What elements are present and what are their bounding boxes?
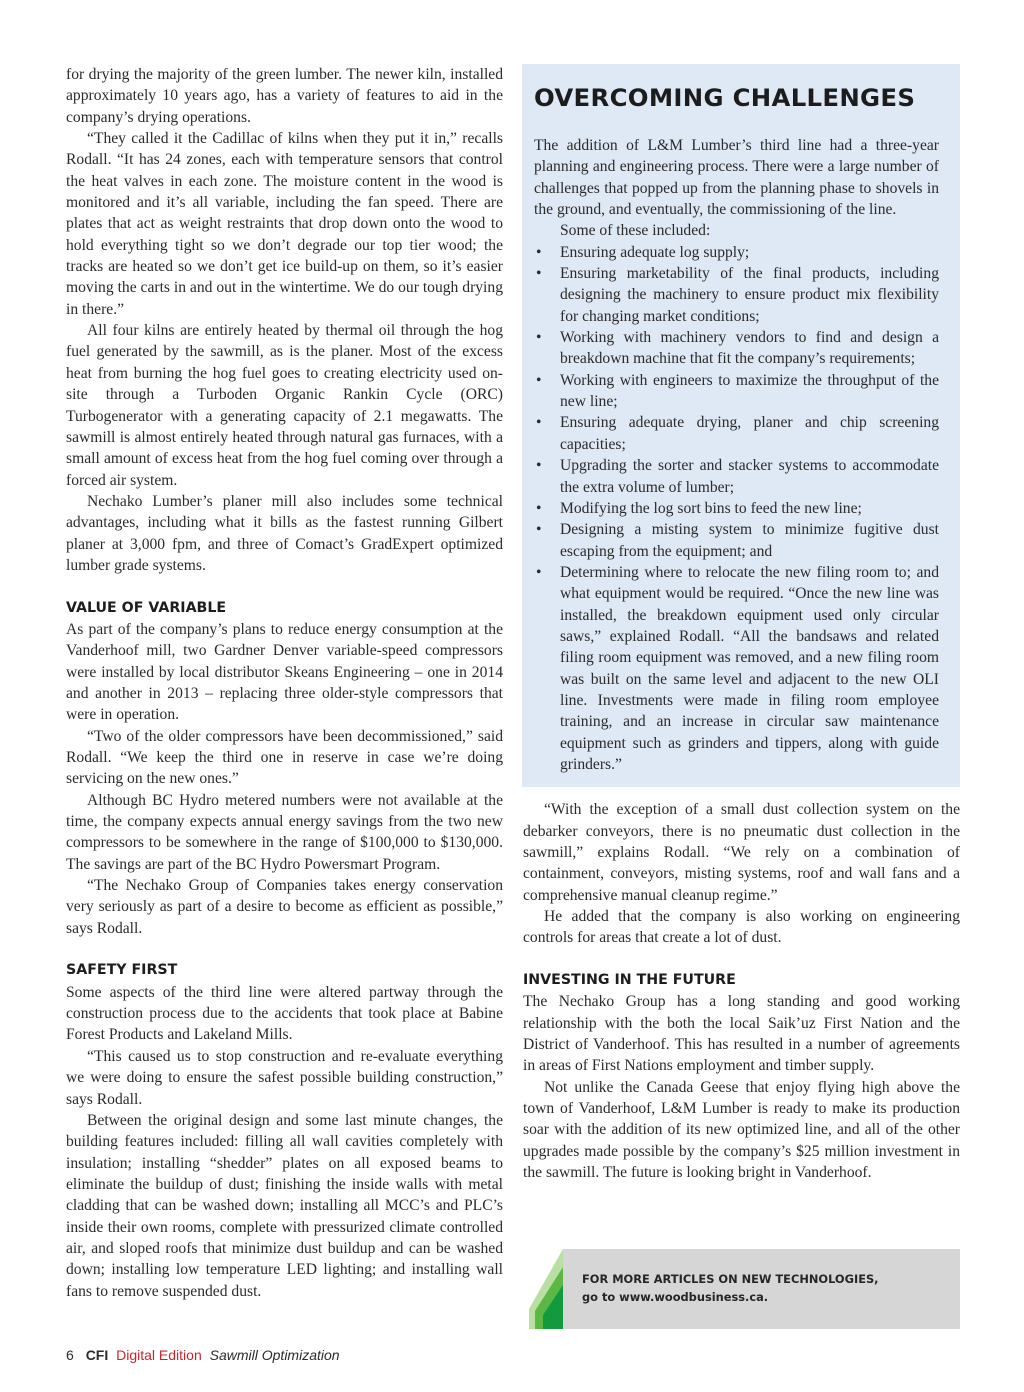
- promo-text: [582, 1270, 879, 1306]
- list-item: • Modifying the log sort bins to feed the new line;: [534, 498, 939, 519]
- sidebar-intro: The addition of L&M Lumber’s third line had a three-year planning and engineering process. There were a large number of challenges that popped up from the planning phase to shovels in the ground, and eventually, the commissioning of the line.: [534, 137, 939, 219]
- article-paragraph: The Nechako Group has a long standing and good working relationship with the both the local Saik’uz First Nation and the District of Vanderhoof. This has resulted in a number of agreements in areas of First Nations employment and timber supply.: [523, 993, 960, 1075]
- list-item: • Working with machinery vendors to find and design a breakdown machine that fit the company’s requirements;: [536, 329, 939, 368]
- article-paragraph: “The Nechako Group of Companies takes energy conservation very seriously as part of a desire to become as efficient as possible,” says Rodall.: [66, 877, 503, 937]
- right-column: [523, 64, 960, 1184]
- sidebar-lead: Some of these included:: [560, 222, 711, 240]
- promo-heading: FOR MORE ARTICLES ON NEW TECHNOLOGIES,: [582, 1272, 879, 1286]
- sidebar-title: OVERCOMING CHALLENGES: [534, 83, 916, 112]
- section-heading-value-of-variable: VALUE OF VARIABLE: [66, 599, 227, 616]
- article-paragraph: “This caused us to stop construction and re-evaluate everything we were doing to ensure the safest possible building construction,” says Rodall.: [66, 1047, 503, 1108]
- list-item: • Ensuring marketability of the final products, including designing the machinery to ensure product mix flexibility for changing market conditions;: [536, 265, 939, 325]
- bullet-icon: •: [536, 371, 542, 389]
- bullet-icon: •: [536, 243, 542, 261]
- article-paragraph: Between the original design and some last minute changes, the building features included: filling all wall cavities completely with insulation; installing “shedder” plates on all exposed beams to eliminate the buildup of dust; finishing the inside walls with metal cladding that can be washed down; installing all MCC’s and PLC’s inside their own rooms, complete with pressurized climate controlled air, and sloped roofs that minimize dust buildup and can be washed down; installing low temperature LED lighting; and installing wall fans to remove suspended dust.: [66, 1111, 503, 1300]
- left-column: [66, 64, 503, 1302]
- article-paragraph: “Two of the older compressors have been decommissioned,” said Rodall. “We keep the third one in reserve in case we’re doing servicing on the new ones.”: [66, 727, 503, 788]
- footer-brand: CFI: [85, 1347, 109, 1363]
- article-paragraph: Not unlike the Canada Geese that enjoy flying high above the town of Vanderhoof, L&M Lumber is ready to make its production soar with the addition of its new optimized line, and all of the other upgrades made possible by the company’s $25 million investment in the sawmill. The future is looking bright in Vanderhoof.: [523, 1078, 960, 1182]
- article-paragraph: Nechako Lumber’s planer mill also includes some technical advantages, including what it bills as the fastest running Gilbert planer at 3,000 fpm, and three of Comact’s GradExpert optimized lumber grade systems.: [66, 492, 503, 574]
- sidebar-overcoming-challenges: [522, 64, 960, 787]
- list-item: • Upgrading the sorter and stacker systems to accommodate the extra volume of lumber;: [536, 457, 939, 496]
- page-footer: [66, 1346, 340, 1364]
- footer-section: Sawmill Optimization: [209, 1347, 340, 1363]
- article-paragraph: He added that the company is also working on engineering controls for areas that create a lot of dust.: [523, 908, 960, 947]
- bullet-icon: •: [536, 563, 542, 581]
- list-item: • Ensuring adequate drying, planer and chip screening capacities;: [536, 414, 939, 453]
- arrow-logo-icon: [523, 1249, 563, 1329]
- promo-banner[interactable]: [523, 1249, 960, 1329]
- section-heading-safety-first: SAFETY FIRST: [66, 962, 178, 979]
- article-paragraph: Some aspects of the third line were altered partway through the construction process due to the accidents that took place at Babine Forest Products and Lakeland Mills.: [66, 983, 503, 1044]
- article-paragraph: for drying the majority of the green lumber. The newer kiln, installed approximately 10 years ago, has a variety of features to aid in the company’s drying operations.: [66, 66, 503, 126]
- bullet-icon: •: [536, 265, 542, 283]
- article-paragraph: As part of the company’s plans to reduce energy consumption at the Vanderhoof mill, two Gardner Denver variable-speed compressors were installed by local distributor Skeans Engineering – one in 2014 and another in 2013 – replacing three older-style compressors that were in operation.: [66, 620, 503, 724]
- list-item: • Determining where to relocate the new filing room to; and what equipment would be required. “Once the new line was installed, the breakdown equipment used only circular saws,” explained Rodall. “All the bandsaws and related filing room equipment was removed, and a new filing room was built on the same level and adjacent to the new OLI line. Investments were made in filing room employee training, and an increase in circular saw maintenance equipment such as grinders and tippers, along with guide grinders.”: [536, 563, 939, 773]
- article-paragraph: “With the exception of a small dust collection system on the debarker conveyors, there is no pneumatic dust collection in the sawmill,” explains Rodall. “We rely on a combination of containment, conveyors, misting systems, roof and wall fans and a comprehensive manual cleanup regime.”: [523, 801, 960, 904]
- bullet-icon: •: [536, 329, 542, 347]
- list-item: • Working with engineers to maximize the throughput of the new line;: [536, 371, 939, 411]
- bullet-icon: •: [536, 521, 542, 539]
- section-heading-investing-in-the-future: INVESTING IN THE FUTURE: [523, 972, 736, 989]
- article-paragraph: All four kilns are entirely heated by thermal oil through the hog fuel generated by the sawmill, as is the planer. Most of the excess heat from burning the hog fuel goes to creating electricity used on-site through a Turboden Organic Rankin Cycle (ORC) Turbogenerator with a generating capacity of 2.1 megawatts. The sawmill is almost entirely heated through natural gas furnaces, with a small amount of excess heat from the hog fuel coming over through a forced air system.: [66, 322, 503, 489]
- list-item: • Designing a misting system to minimize fugitive dust escaping from the equipment; and: [536, 521, 939, 560]
- page-number: 6: [66, 1347, 74, 1363]
- bullet-icon: •: [536, 414, 542, 432]
- promo-box: [563, 1249, 960, 1329]
- challenge-list: [534, 242, 939, 776]
- bullet-icon: •: [536, 457, 542, 475]
- bullet-icon: •: [536, 499, 542, 517]
- promo-link[interactable]: go to www.woodbusiness.ca.: [582, 1290, 769, 1304]
- list-item: • Ensuring adequate log supply;: [534, 242, 939, 263]
- footer-edition: Digital Edition: [116, 1347, 202, 1363]
- article-paragraph: Although BC Hydro metered numbers were not available at the time, the company expects annual energy savings from the two new compressors to be somewhere in the range of $100,000 to $130,000. The savings are part of the BC Hydro Powersmart Program.: [66, 791, 503, 873]
- article-paragraph: “They called it the Cadillac of kilns when they put it in,” recalls Rodall. “It has 24 zones, each with temperature sensors that control the heat valves in each zone. The moisture content in the wood is monitored and it’s all variable, including the fan speed. There are plates that act as weight restraints that drop down onto the wood to hold everything tight so we don’t degrade our top tier wood; the tracks are heated so we don’t get ice build-up on them, so it’s easier moving the carts in and out in the wintertime. We do our tough drying in there.”: [66, 130, 503, 318]
